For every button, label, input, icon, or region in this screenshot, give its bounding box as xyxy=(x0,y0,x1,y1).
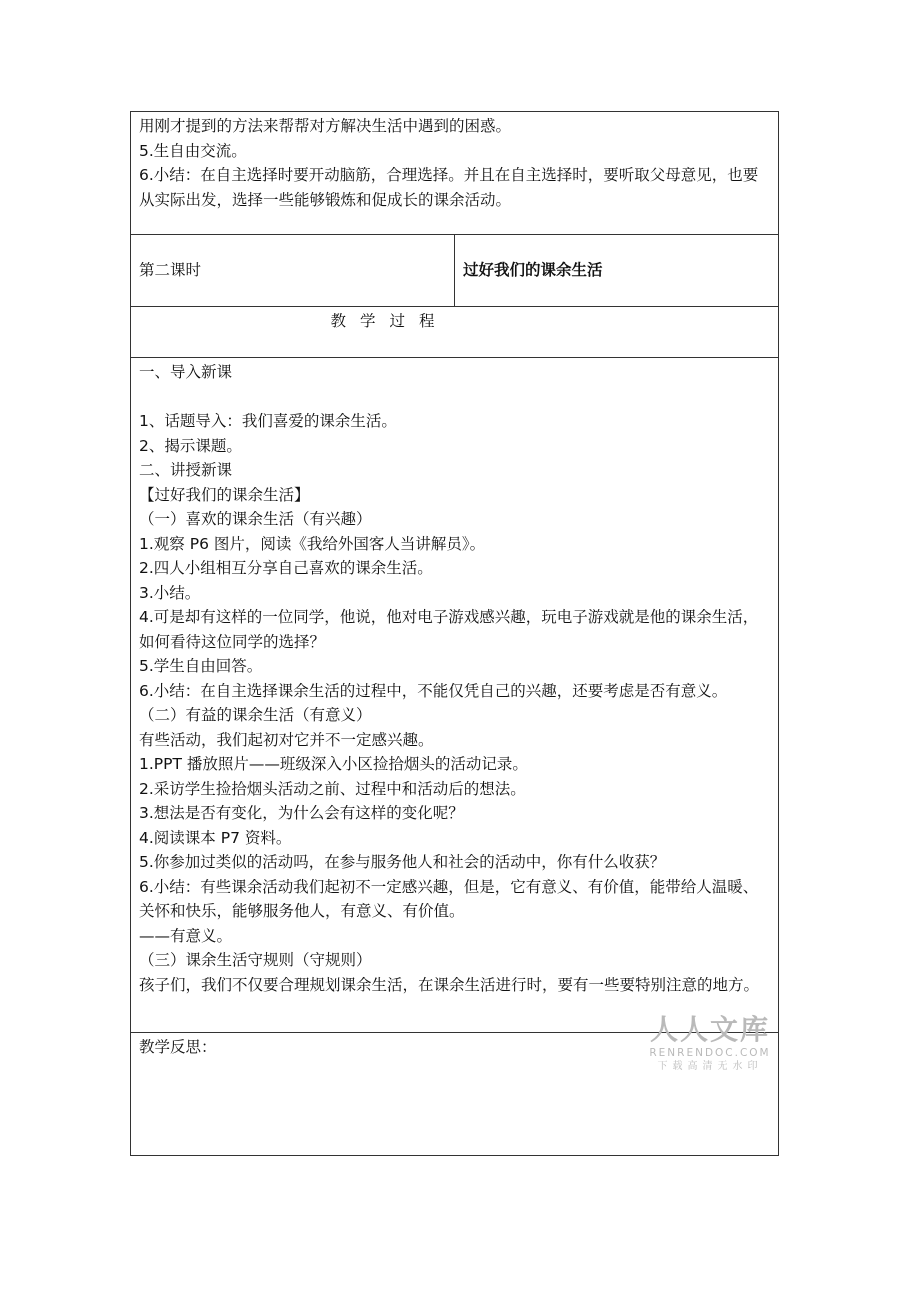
intro-line: 5.生自由交流。 xyxy=(139,141,247,160)
body-line: 3.想法是否有变化，为什么会有这样的变化呢？ xyxy=(139,804,464,822)
body-line: 6.小结：有些课余活动我们起初不一定感兴趣，但是，它有意义、有价值，能带给人温暖、关怀和快乐，能够服务他人，有意义、有价值。 xyxy=(139,877,759,920)
intro-cell xyxy=(131,112,779,235)
reflection-label: 教学反思： xyxy=(139,1038,217,1056)
body-line: 4.阅读课本 P7 资料。 xyxy=(139,828,292,847)
body-line: 6.小结：在自主选择课余生活的过程中，不能仅凭自己的兴趣，还要考虑是否有意义。 xyxy=(139,681,728,700)
intro-line: 6.小结：在自主选择时要开动脑筋，合理选择。并且在自主选择时，要听取父母意见，也要从实际出发，选择一些能够锻炼和促成长的课余活动。 xyxy=(139,166,759,209)
body-line: 2、揭示课题。 xyxy=(139,436,242,455)
process-heading: 教学过程 xyxy=(330,312,449,330)
body-line: 5.学生自由回答。 xyxy=(139,657,263,675)
body-line: 4.可是却有这样的一位同学，他说，他对电子游戏感兴趣，玩电子游戏就是他的课余生活，如何看待这位同学的选择？ xyxy=(139,608,759,651)
watermark-main: 人人文库 xyxy=(649,1013,770,1046)
watermark-domain: RENRENDOC.COM xyxy=(649,1047,771,1059)
lesson-label: 第二课时 xyxy=(131,235,455,307)
body-line: 3.小结。 xyxy=(139,583,201,602)
body-line: ——有意义。 xyxy=(139,926,233,945)
process-heading-cell xyxy=(131,307,779,358)
body-line: 1.观察 P6 图片，阅读《我给外国客人当讲解员》。 xyxy=(139,534,486,553)
body-line: 孩子们，我们不仅要合理规划课余生活，在课余生活进行时，要有一些要特别注意的地方。 xyxy=(139,975,760,994)
body-line: 一、导入新课 xyxy=(139,363,233,381)
watermark-sub: 下载高清无水印 xyxy=(657,1061,763,1072)
body-line: （三）课余生活守规则（守规则） xyxy=(139,951,372,969)
body-line: 二、讲授新课 xyxy=(139,461,233,479)
body-line: 有些活动，我们起初对它并不一定感兴趣。 xyxy=(139,730,434,749)
body-line: 2.采访学生捡拾烟头活动之前、过程中和活动后的想法。 xyxy=(139,779,526,798)
body-line: 【过好我们的课余生活】 xyxy=(139,485,310,504)
body-line: 1、话题导入：我们喜爱的课余生活。 xyxy=(139,412,397,430)
lesson-plan-table xyxy=(130,111,779,1156)
watermark-logo xyxy=(646,1014,774,1074)
body-line: （一）喜欢的课余生活（有兴趣） xyxy=(139,510,372,528)
body-line: 2.四人小组相互分享自己喜欢的课余生活。 xyxy=(139,559,433,577)
body-line: 5.你参加过类似的活动吗，在参与服务他人和社会的活动中，你有什么收获？ xyxy=(139,853,666,871)
body-line: 1.PPT 播放照片——班级深入小区捡拾烟头的活动记录。 xyxy=(139,755,528,773)
body-blank-line xyxy=(139,385,770,410)
intro-line: 用刚才提到的方法来帮帮对方解决生活中遇到的困惑。 xyxy=(139,117,512,135)
body-line: （二）有益的课余生活（有意义） xyxy=(139,706,372,724)
lesson-title: 过好我们的课余生活 xyxy=(455,235,779,307)
teaching-process-body xyxy=(131,358,779,1033)
